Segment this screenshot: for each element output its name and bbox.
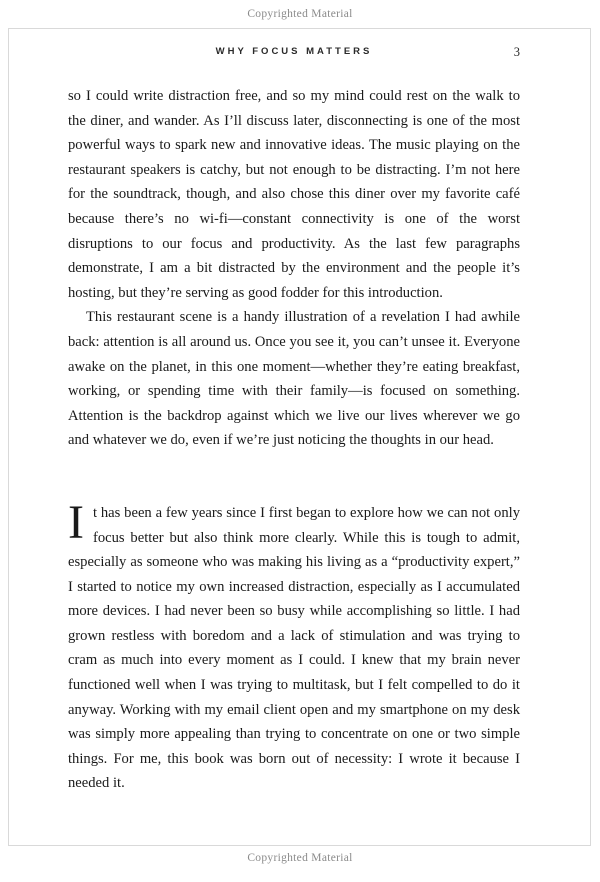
paragraph-3-text: t has been a few years since I first began to explore how we can not only focus better but also think more clearly. While this is tough to admit, especially as someone who was making his living as a “productivity expert,” I started to notice my own increased distraction, especially as I accumulated more devices. I had never been so busy while accomplishing so little. I had grown restless with boredom and a lack of stimulation and was trying to cram as much into every moment as I could. I knew that my brain never functioned well when I was trying to multitask, but I felt compelled to do it anyway. Working with my email client open and my smartphone on my desk was simply more appealing than trying to concentrate on one or two simple things. For me, this book was born out of necessity: I wrote it because I needed it. [68,504,520,792]
running-header [68,46,520,62]
copyright-notice-top: Copyrighted Material [247,8,353,20]
paragraph-1: so I could write distraction free, and so my mind could rest on the walk to the diner, and wander. As I’ll discuss later, disconnecting is one of the most powerful ways to spark new and innovative ideas. The music playing on the restaurant speakers is catchy, but not enough to be distracting. I’m not here for the soundtrack, though, and also chose this diner over my favorite café because there’s no wi-fi—constant connectivity is one of the worst disruptions to our focus and productivity. As the last few paragraphs demonstrate, I am a bit distracted by the environment and the people it’s hosting, but they’re serving as good fodder for this introduction. [68,88,520,301]
paragraph-2: This restaurant scene is a handy illustration of a revelation I had awhile back: attention is all around us. Once you see it, you can’t unsee it. Everyone awake on the planet, in this one moment—whether they’re eating breakfast, working, or spending time with their family—is focused on something. Attention is the backdrop against which we live our lives wherever we go and whatever we do, even if we’re just noticing the thoughts in our head. [68,309,520,449]
body-text-block [68,84,520,796]
drop-cap-initial: I [68,495,84,549]
chapter-running-title: WHY FOCUS MATTERS [215,46,373,57]
paragraph-3 [68,495,520,796]
page-number: 3 [513,45,520,59]
copyright-notice-bottom: Copyrighted Material [247,852,353,864]
